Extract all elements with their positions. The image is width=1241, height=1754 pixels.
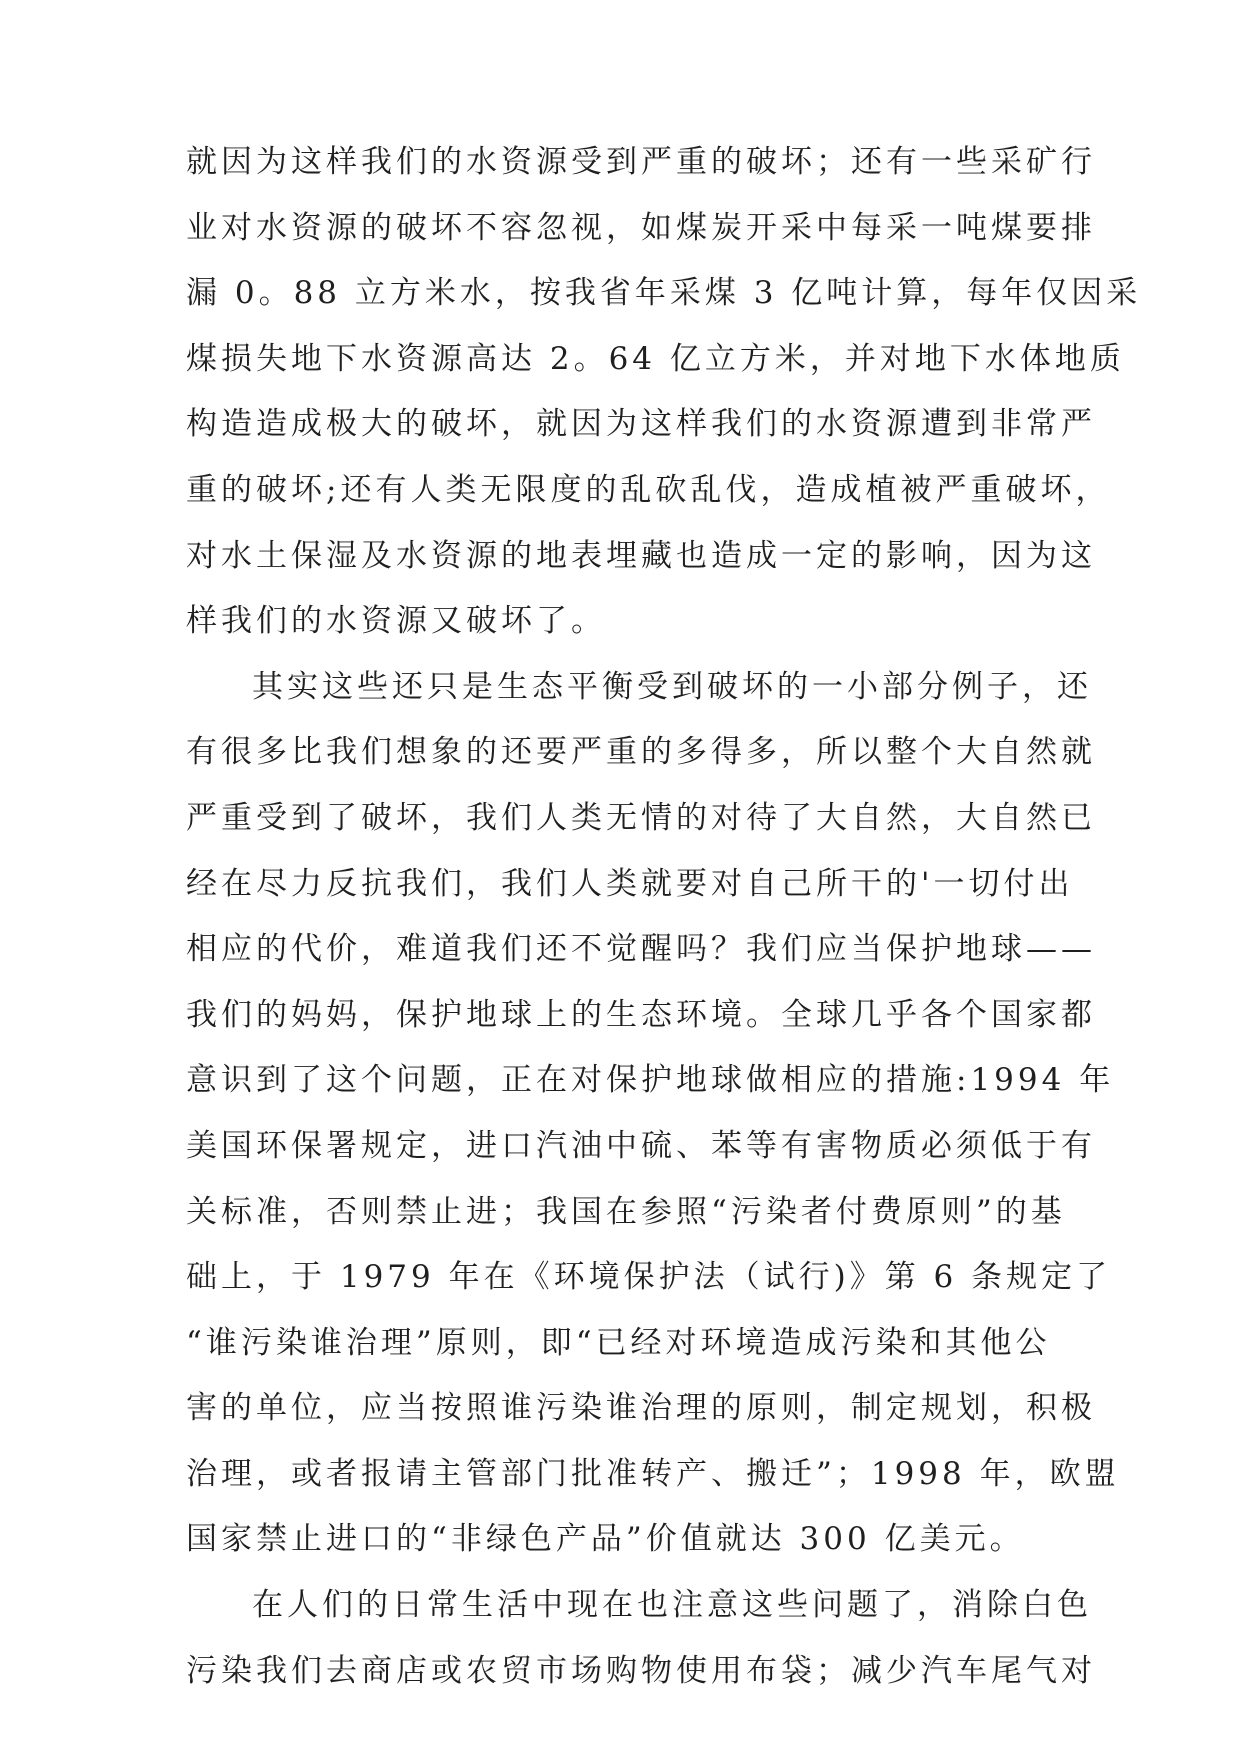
text-line: 污染我们去商店或农贸市场购物使用布袋；减少汽车尾气对	[186, 1652, 1096, 1689]
text-line: 我们的妈妈，保护地球上的生态环境。全球几乎各个国家都	[186, 996, 1096, 1033]
text-line: 有很多比我们想象的还要严重的多得多，所以整个大自然就	[186, 734, 1096, 771]
text-line: 业对水资源的破坏不容忽视，如煤炭开采中每采一吨煤要排	[186, 209, 1096, 246]
text-line: 经在尽力反抗我们，我们人类就要对自己所干的'一切付出	[186, 865, 1074, 902]
paragraph-first-line: 在人们的日常生活中现在也注意这些问题了，消除白色	[252, 1587, 1092, 1624]
text-line: 就因为这样我们的水资源受到严重的破坏；还有一些采矿行	[186, 144, 1096, 180]
text-line: 漏 0。88 立方米水，按我省年采煤 3 亿吨计算，每年仅因采	[186, 275, 1142, 312]
text-line: 害的单位，应当按照谁污染谁治理的原则，制定规划，积极	[186, 1390, 1096, 1427]
text-line: 构造造成极大的破坏，就因为这样我们的水资源遭到非常严	[186, 406, 1096, 443]
text-line: 意识到了这个问题，正在对保护地球做相应的措施:1994 年	[186, 1062, 1115, 1099]
text-line: 煤损失地下水资源高达 2。64 亿立方米，并对地下水体地质	[186, 340, 1125, 377]
text-line: 础上，于 1979 年在《环境保护法（试行)》第 6 条规定了	[186, 1259, 1112, 1296]
text-line: “谁污染谁治理”原则，即“已经对环境造成污染和其他公	[186, 1324, 1051, 1361]
text-line: 严重受到了破坏，我们人类无情的对待了大自然，大自然已	[186, 799, 1096, 836]
paragraph-first-line: 其实这些还只是生态平衡受到破坏的一小部分例子，还	[252, 668, 1092, 705]
text-line: 对水土保湿及水资源的地表埋藏也造成一定的影响，因为这	[186, 537, 1096, 574]
document-body	[186, 130, 1142, 1704]
text-line: 国家禁止进口的“非绿色产品”价值就达 300 亿美元。	[186, 1521, 1025, 1558]
text-line: 美国环保署规定，进口汽油中硫、苯等有害物质必须低于有	[186, 1127, 1096, 1164]
text-line: 关标准，否则禁止进；我国在参照“污染者付费原则”的基	[186, 1193, 1066, 1230]
text-line: 相应的代价，难道我们还不觉醒吗？我们应当保护地球——	[186, 931, 1096, 968]
text-line: 样我们的水资源又破坏了。	[186, 603, 606, 640]
text-line: 治理，或者报请主管部门批准转产、搬迁”；1998 年，欧盟	[186, 1455, 1120, 1492]
text-line: 重的破坏;还有人类无限度的乱砍乱伐，造成植被严重破坏，	[186, 471, 1111, 508]
